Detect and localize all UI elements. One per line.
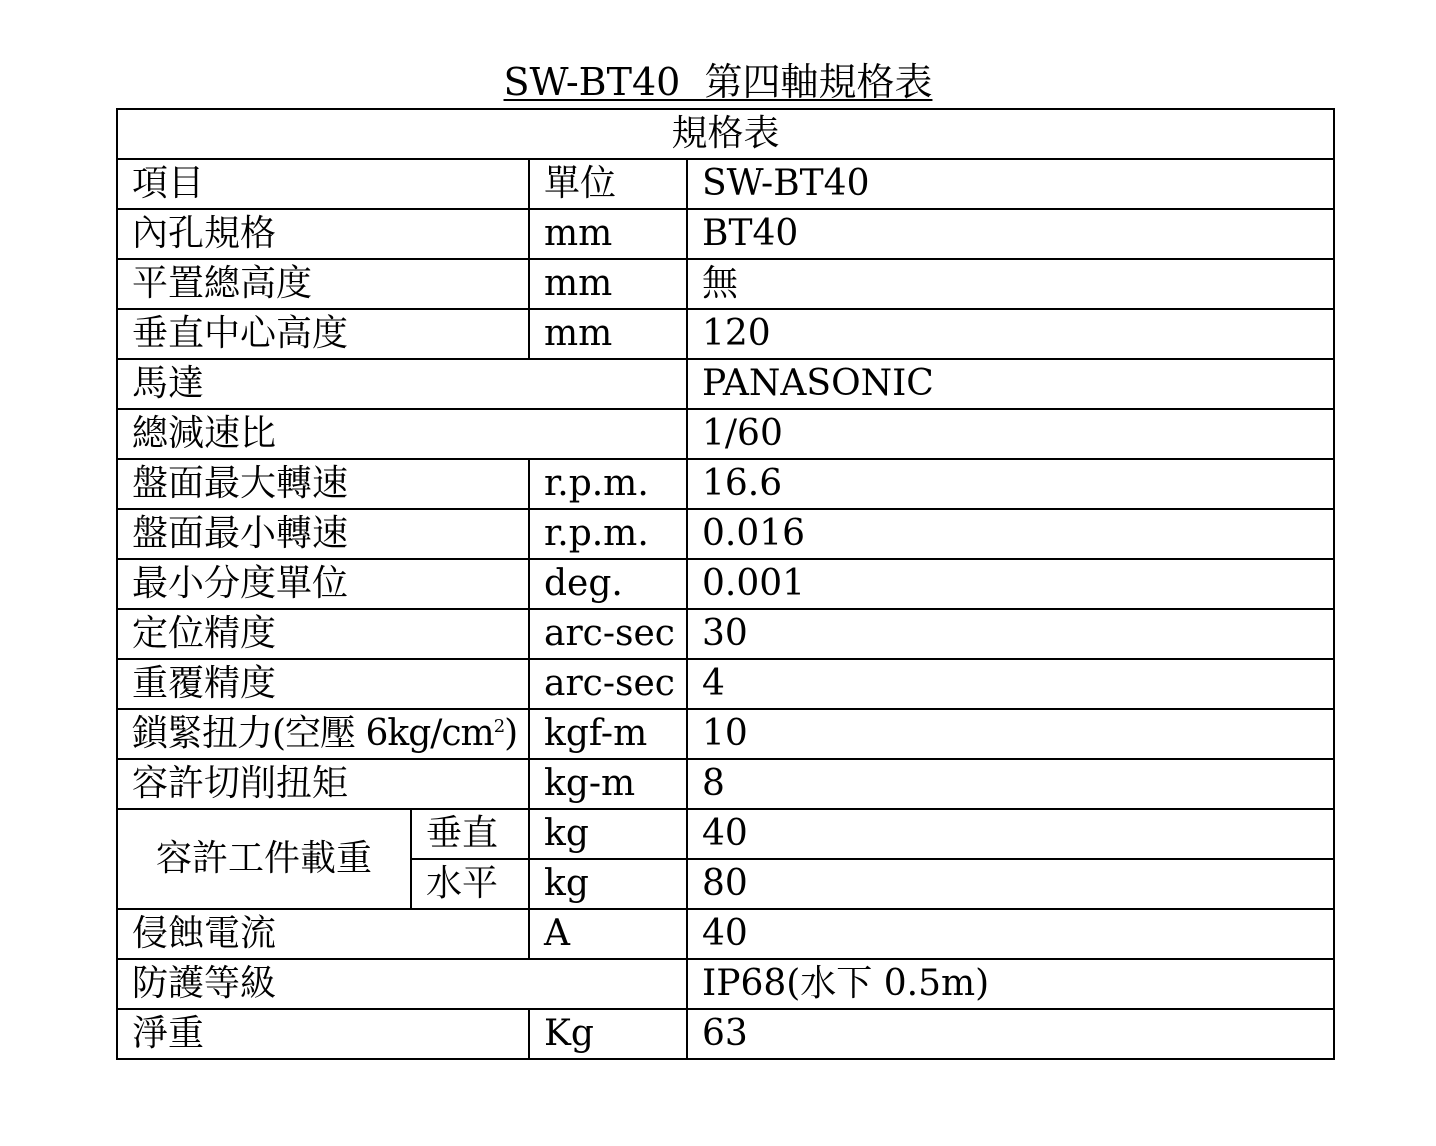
table-row	[117, 609, 1334, 659]
row-item: 總減速比	[117, 409, 687, 459]
row-value: BT40	[687, 209, 1334, 259]
row-item: 防護等級	[117, 959, 687, 1009]
row-item: 最小分度單位	[117, 559, 529, 609]
spec-table	[116, 108, 1335, 1060]
table-row	[117, 659, 1334, 709]
table-row	[117, 909, 1334, 959]
row-unit: kg	[529, 809, 687, 859]
row-item-superscript: 2	[493, 716, 505, 737]
table-row	[117, 1009, 1334, 1059]
row-value: 4	[687, 659, 1334, 709]
row-item: 平置總高度	[117, 259, 529, 309]
row-item: 重覆精度	[117, 659, 529, 709]
row-value: 16.6	[687, 459, 1334, 509]
table-row	[117, 559, 1334, 609]
row-unit: kg-m	[529, 759, 687, 809]
row-unit: r.p.m.	[529, 459, 687, 509]
row-value: IP68(水下 0.5m)	[687, 959, 1334, 1009]
row-unit: Kg	[529, 1009, 687, 1059]
row-value: 10	[687, 709, 1334, 759]
row-item: 馬達	[117, 359, 687, 409]
row-unit: arc-sec	[529, 609, 687, 659]
row-item: 盤面最大轉速	[117, 459, 529, 509]
table-row	[117, 259, 1334, 309]
column-header-unit: 單位	[529, 159, 687, 209]
row-value: PANASONIC	[687, 359, 1334, 409]
row-item-text: 鎖緊扭力(空壓 6kg/cm	[132, 713, 494, 754]
row-unit: mm	[529, 309, 687, 359]
row-unit: deg.	[529, 559, 687, 609]
table-row	[117, 709, 1334, 759]
column-header-row	[117, 159, 1334, 209]
table-row	[117, 959, 1334, 1009]
row-value: 0.001	[687, 559, 1334, 609]
row-unit: arc-sec	[529, 659, 687, 709]
table-row	[117, 509, 1334, 559]
row-item-torque	[117, 709, 529, 759]
row-value: 8	[687, 759, 1334, 809]
column-header-item: 項目	[117, 159, 529, 209]
row-unit: kgf-m	[529, 709, 687, 759]
row-subitem-horizontal: 水平	[411, 859, 529, 909]
table-header: 規格表	[117, 109, 1334, 159]
document-title-text: SW-BT40 第四軸規格表	[503, 60, 933, 104]
row-value: 40	[687, 809, 1334, 859]
row-subitem-vertical: 垂直	[411, 809, 529, 859]
row-item: 侵蝕電流	[117, 909, 529, 959]
row-item: 容許切削扭矩	[117, 759, 529, 809]
row-value: 120	[687, 309, 1334, 359]
row-unit: r.p.m.	[529, 509, 687, 559]
row-item-suffix: )	[504, 713, 518, 754]
row-unit: mm	[529, 209, 687, 259]
table-row	[117, 759, 1334, 809]
row-unit: kg	[529, 859, 687, 909]
table-row	[117, 409, 1334, 459]
row-value: 80	[687, 859, 1334, 909]
row-item-load: 容許工件載重	[117, 809, 411, 909]
row-value: 無	[687, 259, 1334, 309]
row-value: 40	[687, 909, 1334, 959]
row-value: 63	[687, 1009, 1334, 1059]
table-row	[117, 309, 1334, 359]
row-value: 1/60	[687, 409, 1334, 459]
row-value: 30	[687, 609, 1334, 659]
table-row	[117, 809, 1334, 859]
row-unit: mm	[529, 259, 687, 309]
table-header-row	[117, 109, 1334, 159]
row-item: 垂直中心高度	[117, 309, 529, 359]
column-header-model: SW-BT40	[687, 159, 1334, 209]
row-unit: A	[529, 909, 687, 959]
table-row	[117, 459, 1334, 509]
row-item: 內孔規格	[117, 209, 529, 259]
table-row	[117, 209, 1334, 259]
row-item: 盤面最小轉速	[117, 509, 529, 559]
row-item: 淨重	[117, 1009, 529, 1059]
row-item: 定位精度	[117, 609, 529, 659]
document-title	[0, 58, 1436, 106]
table-row	[117, 359, 1334, 409]
row-value: 0.016	[687, 509, 1334, 559]
